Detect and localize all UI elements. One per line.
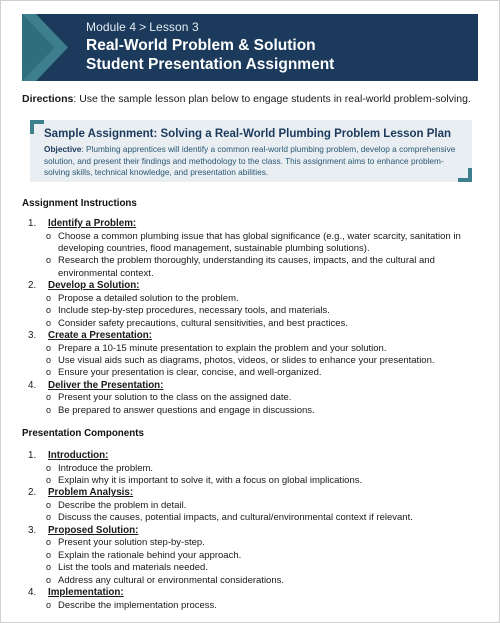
bullet-item: o Describe the problem in detail. xyxy=(22,500,478,512)
breadcrumb-lesson: Lesson 3 xyxy=(149,20,199,34)
item-title: Create a Presentation: xyxy=(48,330,152,342)
item-title: Identify a Problem: xyxy=(48,218,137,229)
components-item xyxy=(22,587,478,612)
bullet-list xyxy=(22,500,478,525)
item-title: Implementation: xyxy=(48,587,124,599)
item-title: Deliver the Presentation: xyxy=(48,379,164,391)
directions-text xyxy=(22,92,482,106)
components-item-heading xyxy=(22,587,478,600)
bullet-item: o Ensure your presentation is clear, concise, and well-organized. xyxy=(22,367,478,379)
components-item-heading xyxy=(22,450,478,463)
bullet-item: o Use visual aids such as diagrams, photos, videos, or slides to enhance your presentation. xyxy=(22,355,478,367)
bullet-item: o Propose a detailed solution to the problem. xyxy=(22,293,478,305)
bullet-item: o Present your solution step-by-step. xyxy=(22,537,478,549)
chevron-arrow-icon xyxy=(22,14,82,81)
item-number: 3. xyxy=(28,524,37,536)
bullet-list xyxy=(22,463,478,488)
page-title-line-2: Student Presentation Assignment xyxy=(86,56,335,73)
item-number: 1. xyxy=(28,450,37,461)
item-title: Problem Analysis: xyxy=(48,487,134,499)
page-title-line-1: Real-World Problem & Solution xyxy=(86,37,316,54)
components-item-heading xyxy=(22,487,478,500)
breadcrumb-module: Module 4 xyxy=(86,20,137,34)
instructions-item xyxy=(22,330,478,380)
bullet-item: o Choose a common plumbing issue that has global significance (e.g., water scarcity, sanitation in developing countries, flood management, sustainable plumbing solutions). xyxy=(22,231,478,256)
item-title: Develop a Solution: xyxy=(48,280,140,292)
page-title xyxy=(86,36,334,74)
corner-bracket-bottom-right xyxy=(458,168,472,182)
bullet-item: o Be prepared to answer questions and engage in discussions. xyxy=(22,405,478,417)
bullet-item: o Introduce the problem. xyxy=(22,463,478,475)
bullet-list xyxy=(22,231,478,281)
components-item-heading xyxy=(22,525,478,538)
instructions-item xyxy=(22,280,478,330)
assignment-instructions-heading: Assignment Instructions xyxy=(22,198,137,209)
item-number: 2. xyxy=(28,487,37,499)
item-title: Proposed Solution: xyxy=(48,524,139,536)
corner-bracket-top-left xyxy=(30,120,44,134)
sample-assignment-title: Sample Assignment: Solving a Real-World Plumbing Problem Lesson Plan xyxy=(44,128,452,140)
instructions-item-heading xyxy=(22,330,478,343)
objective-label: Objective xyxy=(44,144,82,154)
breadcrumb xyxy=(86,20,199,34)
directions-body: : Use the sample lesson plan below to engage students in real-world problem-solving. xyxy=(73,93,471,105)
item-number: 1. xyxy=(28,218,37,229)
bullet-list xyxy=(22,537,478,587)
item-title: Introduction: xyxy=(48,450,109,461)
bullet-item: o Include step-by-step procedures, necessary tools, and materials. xyxy=(22,305,478,317)
bullet-item: o Present your solution to the class on the assigned date. xyxy=(22,392,478,404)
bullet-item: o Address any cultural or environmental considerations. xyxy=(22,575,478,587)
components-item xyxy=(22,525,478,587)
assignment-instructions-list xyxy=(22,218,478,417)
presentation-components-list xyxy=(22,450,478,612)
bullet-list xyxy=(22,293,478,330)
bullet-item: o Explain the rationale behind your approach. xyxy=(22,550,478,562)
instructions-item xyxy=(22,380,478,417)
item-number: 3. xyxy=(28,330,37,342)
bullet-item: o Explain why it is important to solve it, with a focus on global implications. xyxy=(22,475,478,487)
components-item xyxy=(22,450,478,487)
bullet-item: o Discuss the causes, potential impacts, and cultural/environmental context if relevant. xyxy=(22,512,478,524)
bullet-list xyxy=(22,600,478,612)
item-number: 4. xyxy=(28,587,37,599)
instructions-item-heading xyxy=(22,280,478,293)
instructions-item-heading xyxy=(22,380,478,393)
bullet-item: o Describe the implementation process. xyxy=(22,600,478,612)
objective-body: : Plumbing apprentices will identify a common real-world plumbing problem, develop a comprehensive solution, and present their findings and methodology to the class. This assignment aims to enhance problem-solving skills, technical knowledge, and presentation abilities. xyxy=(44,144,456,177)
instructions-item xyxy=(22,218,478,280)
bullet-item: o Consider safety precautions, cultural sensitivities, and best practices. xyxy=(22,318,478,330)
directions-label: Directions xyxy=(22,93,74,105)
components-item xyxy=(22,487,478,524)
bullet-list xyxy=(22,343,478,380)
instructions-item-heading xyxy=(22,218,478,231)
header-banner xyxy=(22,14,478,81)
bullet-item: o List the tools and materials needed. xyxy=(22,562,478,574)
bullet-item: o Research the problem thoroughly, understanding its causes, impacts, and the cultural and environmental context. xyxy=(22,255,478,280)
bullet-list xyxy=(22,392,478,417)
breadcrumb-separator: > xyxy=(139,20,147,34)
bullet-item: o Prepare a 10-15 minute presentation to explain the problem and your solution. xyxy=(22,343,478,355)
sample-objective xyxy=(44,144,458,179)
item-number: 4. xyxy=(28,379,37,391)
presentation-components-heading: Presentation Components xyxy=(22,428,144,439)
item-number: 2. xyxy=(28,280,37,292)
